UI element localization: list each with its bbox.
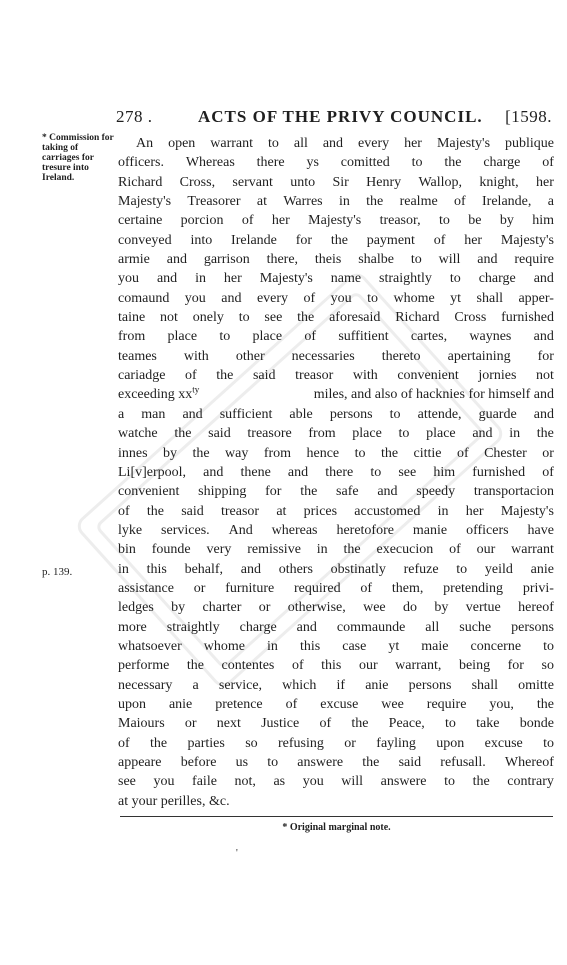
text-line: cariadge of the said treasor with convenient jornies not xyxy=(118,368,554,384)
superscript: ty xyxy=(192,384,200,395)
text-line: from place to place of suffitient cartes, waynes and xyxy=(118,329,554,345)
text-line: conveyed into Irelande for the payment of her Majesty's xyxy=(118,232,554,248)
text-line: appeare before us to answere the said refusall. Whereof xyxy=(118,755,554,770)
text-line: convenient shipping for the safe and speedy transportacion xyxy=(118,484,554,500)
bottom-mark: ' xyxy=(236,848,238,859)
running-header xyxy=(116,107,552,129)
text-line: Richard Cross, servant unto Sir Henry Wallop, knight, her xyxy=(118,174,554,190)
text-line: at your perilles, &c. xyxy=(118,793,230,809)
text-line: Majesty's Treasorer at Warres in the realme of Irelande, a xyxy=(118,194,554,210)
text-line: lyke services. And whereas heretofore manie officers have xyxy=(118,522,554,538)
text-line: performe the contentes of this our warrant, being for so xyxy=(118,658,554,674)
text-line: upon anie pretence of excuse wee require you, the xyxy=(118,696,554,712)
text-line: bin founde very remissive in the execucion of our warrant xyxy=(118,542,554,558)
text-line: watche the said treasore from place to place and in the xyxy=(118,426,554,442)
text-line: An open warrant to all and every her Majesty's publique xyxy=(136,136,554,151)
text-line: comaund you and every of you to whome yt shall apper- xyxy=(118,290,554,306)
text-line: necessary a service, which if anie persons shall omitte xyxy=(118,677,554,693)
page-number: 278 . xyxy=(116,107,153,126)
text-line: you and in her Majesty's name straightly to charge and xyxy=(118,271,554,287)
text-line: taine not onely to see the aforesaid Richard Cross furnished xyxy=(118,310,554,326)
marginal-note: * Commission for taking of carriages for tresure into Ireland. xyxy=(42,133,114,183)
text-line: armie and garrison there, theis shalbe to will and require xyxy=(118,252,554,268)
text-line: of the said treasor at prices accustomed in her Majesty's xyxy=(118,503,554,519)
marginal-page-ref: p. 139. xyxy=(42,566,73,578)
text-line: Li[v]erpool, and thene and there to see him furnished of xyxy=(118,464,554,480)
year-bracket: [1598. xyxy=(505,107,552,126)
text-line: Maiours or next Justice of the Peace, to take bonde xyxy=(118,716,554,732)
text-line: of the parties so refusing or fayling upon excuse to xyxy=(118,735,554,751)
footnote-rule xyxy=(120,816,553,817)
running-title: ACTS OF THE PRIVY COUNCIL. xyxy=(198,107,483,126)
body-text xyxy=(118,134,554,811)
text-line: see you faile not, as you will answere to the contrary xyxy=(118,774,554,790)
text-line: more straightly charge and commaunde all suche persons xyxy=(118,619,554,635)
text-line: certaine porcion of her Majesty's treasor, to be by him xyxy=(118,213,554,229)
text-line: a man and sufficient able persons to attende, guarde and xyxy=(118,406,554,422)
text-line: exceeding $xx^{ty}$ miles, and also of hacknies for himself and xyxy=(118,384,554,403)
footnote: * Original marginal note. xyxy=(282,822,391,833)
text-line: innes by the way from hence to the cittie of Chester or xyxy=(118,445,554,461)
text-line: in this behalf, and others obstinatly refuze to yeild anie xyxy=(118,561,554,577)
text-line: officers. Whereas there ys comitted to the charge of xyxy=(118,155,554,171)
text-line: teames with other necessaries thereto apertaining for xyxy=(118,348,554,364)
text-line: whatsoever whome in this case yt maie concerne to xyxy=(118,638,554,654)
text-line: assistance or furniture required of them, pretending privi- xyxy=(118,580,554,596)
text-line: ledges by charter or otherwise, wee do by vertue hereof xyxy=(118,600,554,616)
